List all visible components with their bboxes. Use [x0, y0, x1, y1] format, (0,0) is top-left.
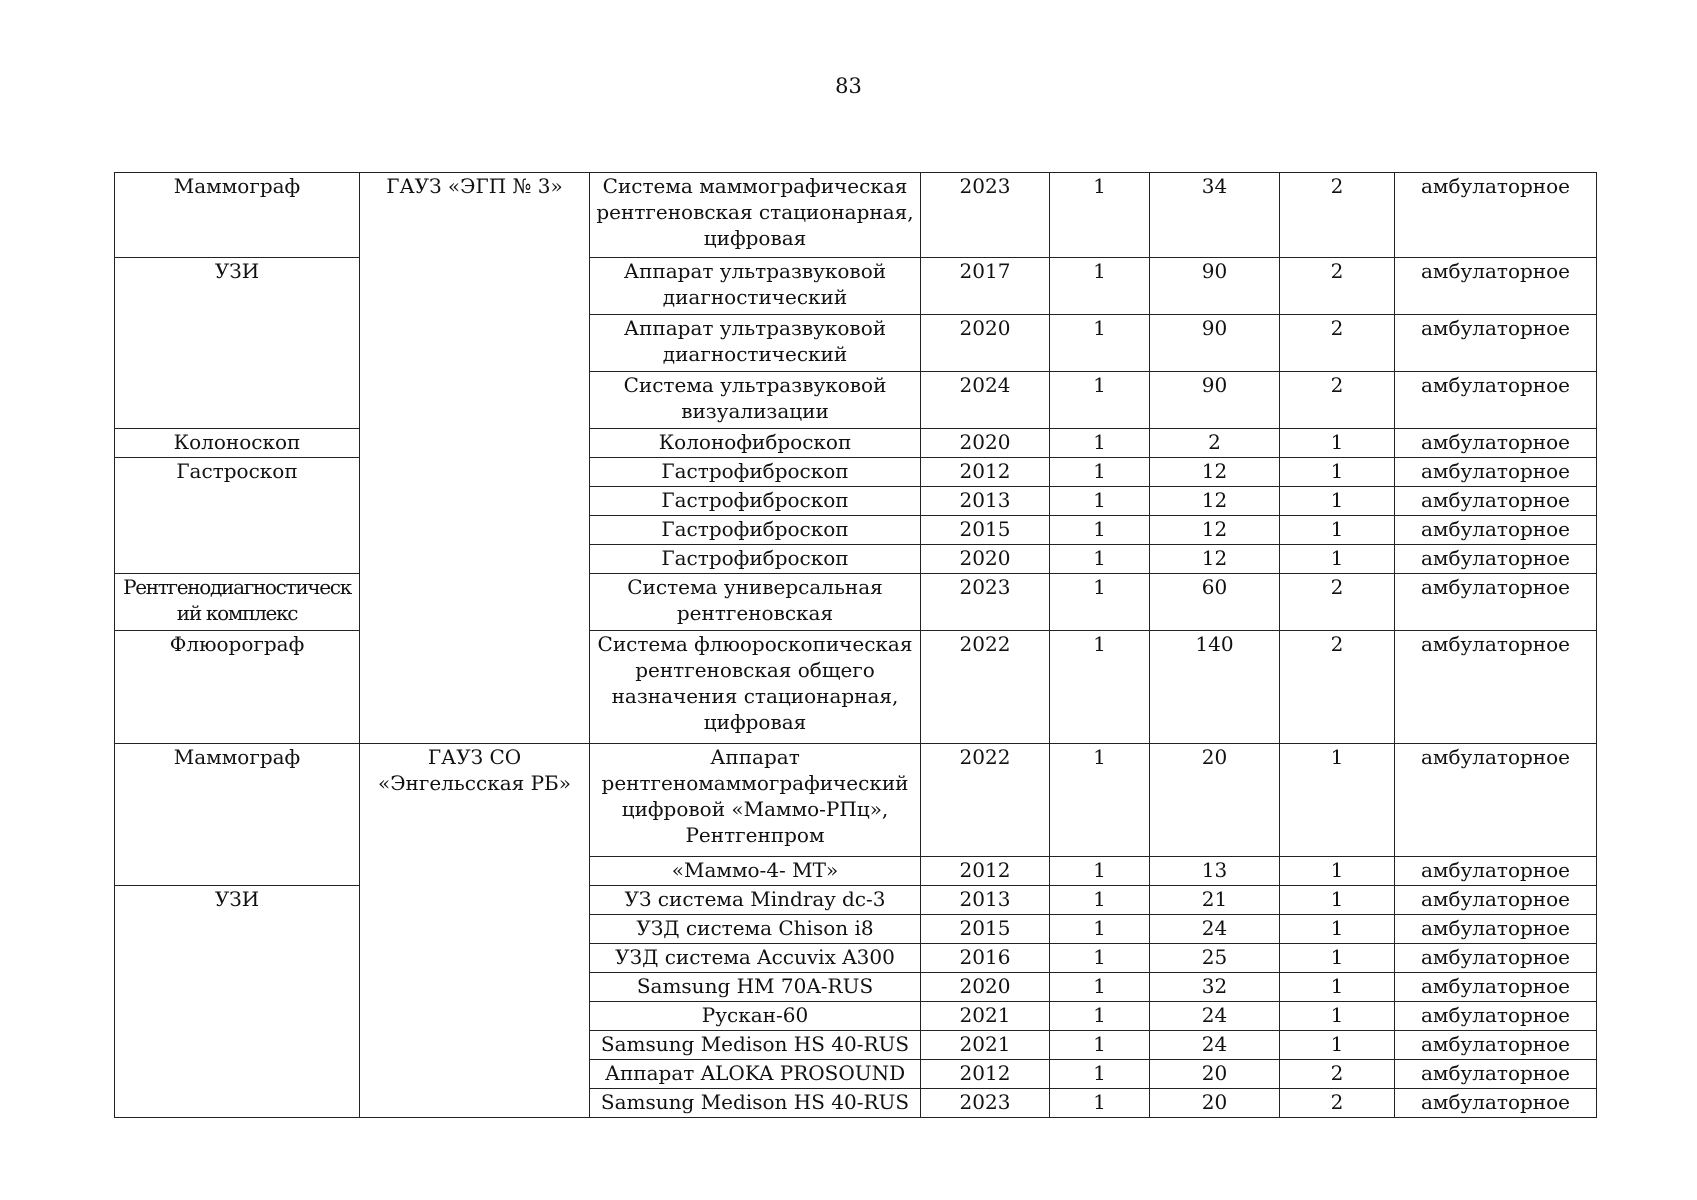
care-mode-cell: амбулаторное [1395, 315, 1597, 372]
shifts-cell: 1 [1280, 1002, 1395, 1031]
quantity-cell: 1 [1050, 574, 1150, 631]
shifts-cell: 2 [1280, 574, 1395, 631]
care-mode-cell: амбулаторное [1395, 516, 1597, 545]
care-mode-cell: амбулаторное [1395, 372, 1597, 429]
care-mode-cell: амбулаторное [1395, 574, 1597, 631]
equipment-type-cell [115, 574, 360, 631]
quantity-cell: 1 [1050, 173, 1150, 258]
care-mode-cell: амбулаторное [1395, 857, 1597, 886]
shifts-cell: 1 [1280, 429, 1395, 458]
table-row [115, 574, 1597, 631]
equipment-name-cell: Колонофиброскоп [590, 429, 921, 458]
care-mode-cell: амбулаторное [1395, 1002, 1597, 1031]
quantity-cell: 1 [1050, 744, 1150, 857]
load-cell: 90 [1150, 372, 1280, 429]
equipment-name-cell: Аппарат ультразвуковой диагностический [590, 315, 921, 372]
load-cell: 2 [1150, 429, 1280, 458]
year-cell: 2022 [921, 744, 1050, 857]
load-cell: 12 [1150, 516, 1280, 545]
care-mode-cell: амбулаторное [1395, 886, 1597, 915]
care-mode-cell: амбулаторное [1395, 973, 1597, 1002]
care-mode-cell: амбулаторное [1395, 487, 1597, 516]
load-cell: 12 [1150, 458, 1280, 487]
quantity-cell: 1 [1050, 1002, 1150, 1031]
equipment-name-cell: УЗ система Mindray dc-3 [590, 886, 921, 915]
quantity-cell: 1 [1050, 372, 1150, 429]
equipment-type-cell: Флюорограф [115, 631, 360, 744]
equipment-name-cell: «Маммо-4- МТ» [590, 857, 921, 886]
equipment-name-cell: Гастрофиброскоп [590, 516, 921, 545]
equipment-name-cell: Система флюороскопическая рентгеновская общего назначения стационарная, цифровая [590, 631, 921, 744]
equipment-type-cell: Маммограф [115, 744, 360, 886]
equipment-name-cell: Система ультразвуковой визуализации [590, 372, 921, 429]
quantity-cell: 1 [1050, 1060, 1150, 1089]
organization-cell: ГАУЗ «ЭГП № 3» [360, 173, 590, 744]
year-cell: 2012 [921, 857, 1050, 886]
year-cell: 2013 [921, 487, 1050, 516]
equipment-type-cell: УЗИ [115, 886, 360, 1118]
quantity-cell: 1 [1050, 1031, 1150, 1060]
shifts-cell: 1 [1280, 944, 1395, 973]
equipment-type-cell: Маммограф [115, 173, 360, 258]
equipment-name-cell: Гастрофиброскоп [590, 458, 921, 487]
year-cell: 2020 [921, 315, 1050, 372]
year-cell: 2023 [921, 574, 1050, 631]
load-cell: 140 [1150, 631, 1280, 744]
load-cell: 12 [1150, 545, 1280, 574]
year-cell: 2021 [921, 1002, 1050, 1031]
equipment-name-cell: Samsung HM 70A-RUS [590, 973, 921, 1002]
year-cell: 2015 [921, 516, 1050, 545]
load-cell: 24 [1150, 1031, 1280, 1060]
quantity-cell: 1 [1050, 516, 1150, 545]
quantity-cell: 1 [1050, 545, 1150, 574]
load-cell: 20 [1150, 744, 1280, 857]
care-mode-cell: амбулаторное [1395, 631, 1597, 744]
quantity-cell: 1 [1050, 315, 1150, 372]
year-cell: 2023 [921, 1089, 1050, 1118]
shifts-cell: 1 [1280, 458, 1395, 487]
shifts-cell: 1 [1280, 545, 1395, 574]
load-cell: 90 [1150, 258, 1280, 315]
shifts-cell: 1 [1280, 886, 1395, 915]
shifts-cell: 2 [1280, 315, 1395, 372]
care-mode-cell: амбулаторное [1395, 458, 1597, 487]
shifts-cell: 2 [1280, 1060, 1395, 1089]
table-row [115, 744, 1597, 857]
load-cell: 12 [1150, 487, 1280, 516]
equipment-name-cell: Аппарат ALOKA PROSOUND [590, 1060, 921, 1089]
year-cell: 2017 [921, 258, 1050, 315]
load-cell: 20 [1150, 1060, 1280, 1089]
shifts-cell: 1 [1280, 487, 1395, 516]
year-cell: 2022 [921, 631, 1050, 744]
equipment-name-cell: Система маммографическая рентгеновская стационарная, цифровая [590, 173, 921, 258]
equipment-type-cell: Гастроскоп [115, 458, 360, 574]
equipment-name-cell: УЗД система Accuvix A300 [590, 944, 921, 973]
quantity-cell: 1 [1050, 973, 1150, 1002]
equipment-name-cell: Аппарат рентгеномаммографический цифровой «Маммо-РПц», Рентгенпром [590, 744, 921, 857]
year-cell: 2020 [921, 973, 1050, 1002]
shifts-cell: 1 [1280, 857, 1395, 886]
load-cell: 13 [1150, 857, 1280, 886]
year-cell: 2024 [921, 372, 1050, 429]
equipment-name-cell: Рускан-60 [590, 1002, 921, 1031]
shifts-cell: 1 [1280, 973, 1395, 1002]
quantity-cell: 1 [1050, 631, 1150, 744]
table-row [115, 886, 1597, 915]
table-row [115, 173, 1597, 258]
equipment-name-cell: Гастрофиброскоп [590, 545, 921, 574]
care-mode-cell: амбулаторное [1395, 944, 1597, 973]
quantity-cell: 1 [1050, 458, 1150, 487]
equipment-type-cell: Колоноскоп [115, 429, 360, 458]
load-cell: 24 [1150, 1002, 1280, 1031]
load-cell: 21 [1150, 886, 1280, 915]
load-cell: 34 [1150, 173, 1280, 258]
care-mode-cell: амбулаторное [1395, 1060, 1597, 1089]
equipment-name-cell: Гастрофиброскоп [590, 487, 921, 516]
care-mode-cell: амбулаторное [1395, 429, 1597, 458]
year-cell: 2012 [921, 458, 1050, 487]
care-mode-cell: амбулаторное [1395, 744, 1597, 857]
year-cell: 2020 [921, 545, 1050, 574]
shifts-cell: 2 [1280, 1089, 1395, 1118]
table-row [115, 631, 1597, 744]
equipment-type-label: Рентгенодиагностический комплекс [123, 575, 351, 625]
care-mode-cell: амбулаторное [1395, 173, 1597, 258]
equipment-name-cell: Аппарат ультразвуковой диагностический [590, 258, 921, 315]
year-cell: 2016 [921, 944, 1050, 973]
quantity-cell: 1 [1050, 1089, 1150, 1118]
shifts-cell: 1 [1280, 516, 1395, 545]
shifts-cell: 2 [1280, 173, 1395, 258]
shifts-cell: 1 [1280, 744, 1395, 857]
year-cell: 2023 [921, 173, 1050, 258]
load-cell: 24 [1150, 915, 1280, 944]
year-cell: 2013 [921, 886, 1050, 915]
quantity-cell: 1 [1050, 429, 1150, 458]
equipment-name-cell: Система универсальная рентгеновская [590, 574, 921, 631]
equipment-name-cell: Samsung Medison HS 40-RUS [590, 1031, 921, 1060]
care-mode-cell: амбулаторное [1395, 1031, 1597, 1060]
care-mode-cell: амбулаторное [1395, 258, 1597, 315]
load-cell: 32 [1150, 973, 1280, 1002]
table-row [115, 458, 1597, 487]
load-cell: 25 [1150, 944, 1280, 973]
care-mode-cell: амбулаторное [1395, 915, 1597, 944]
load-cell: 60 [1150, 574, 1280, 631]
quantity-cell: 1 [1050, 915, 1150, 944]
equipment-type-cell: УЗИ [115, 258, 360, 429]
shifts-cell: 2 [1280, 258, 1395, 315]
page-number: 83 [835, 74, 862, 98]
shifts-cell: 2 [1280, 631, 1395, 744]
quantity-cell: 1 [1050, 944, 1150, 973]
year-cell: 2021 [921, 1031, 1050, 1060]
shifts-cell: 1 [1280, 915, 1395, 944]
quantity-cell: 1 [1050, 487, 1150, 516]
shifts-cell: 2 [1280, 372, 1395, 429]
equipment-name-cell: Samsung Medison HS 40-RUS [590, 1089, 921, 1118]
shifts-cell: 1 [1280, 1031, 1395, 1060]
organization-cell: ГАУЗ СО «Энгельсская РБ» [360, 744, 590, 1118]
quantity-cell: 1 [1050, 857, 1150, 886]
table-row [115, 429, 1597, 458]
equipment-table [114, 172, 1597, 1118]
equipment-name-cell: УЗД система Chison i8 [590, 915, 921, 944]
care-mode-cell: амбулаторное [1395, 545, 1597, 574]
quantity-cell: 1 [1050, 258, 1150, 315]
load-cell: 20 [1150, 1089, 1280, 1118]
load-cell: 90 [1150, 315, 1280, 372]
care-mode-cell: амбулаторное [1395, 1089, 1597, 1118]
year-cell: 2015 [921, 915, 1050, 944]
year-cell: 2012 [921, 1060, 1050, 1089]
table-row [115, 258, 1597, 315]
quantity-cell: 1 [1050, 886, 1150, 915]
year-cell: 2020 [921, 429, 1050, 458]
